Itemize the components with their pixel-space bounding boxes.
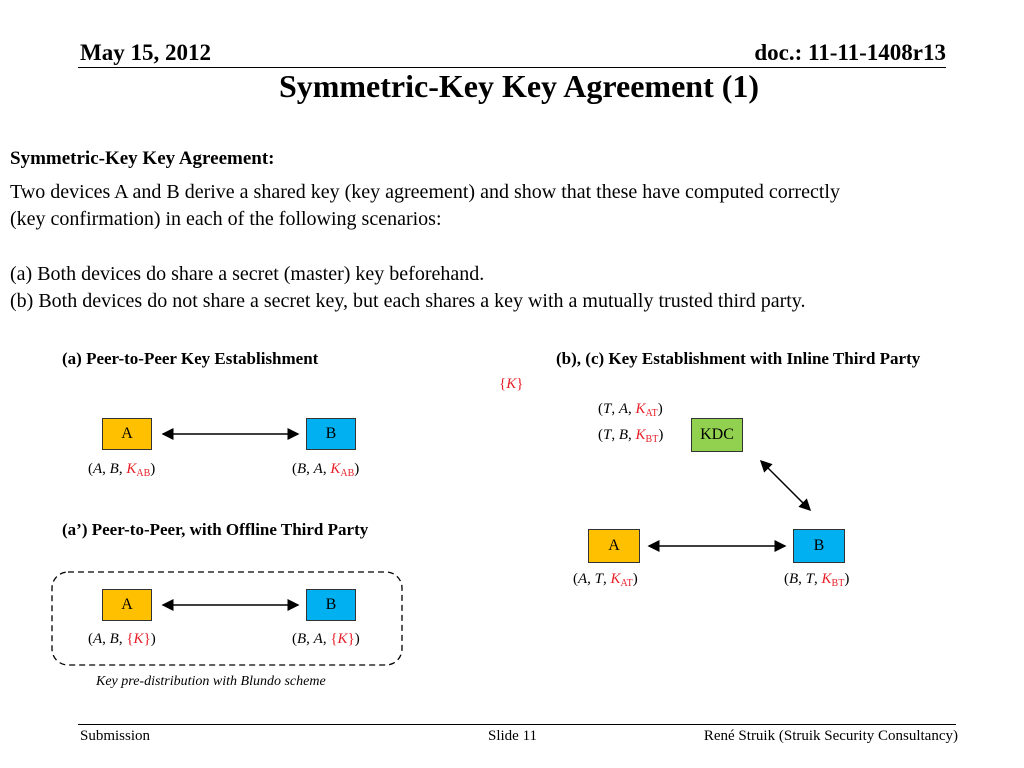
label-text: T — [603, 427, 612, 443]
label-text: , — [102, 631, 110, 647]
diagram-a2-title: (a’) Peer-to-Peer, with Offline Third Party — [62, 520, 369, 539]
label-text: , — [611, 427, 619, 443]
key-text: { — [126, 631, 134, 647]
label-a-keys — [88, 461, 155, 479]
label-b3-keys — [784, 571, 849, 589]
node-a2: A — [102, 589, 152, 621]
key-text: } — [143, 631, 151, 647]
label-text: , — [814, 571, 822, 587]
label-text: T — [603, 401, 612, 417]
label-text: B — [297, 461, 307, 477]
label-text: , — [102, 461, 110, 477]
label-text: ( — [598, 427, 603, 443]
footer-slide-number: Slide 11 — [488, 728, 538, 744]
label-kdc-2 — [598, 427, 663, 445]
label-text: , — [603, 571, 611, 587]
key-text: K — [506, 376, 517, 392]
key-text: } — [347, 631, 355, 647]
label-text: A — [93, 631, 103, 647]
header-doc: doc.: 11-11-1408r13 — [754, 40, 946, 65]
label-text: , — [587, 571, 595, 587]
key-text: } — [516, 376, 524, 392]
label-text: A — [618, 401, 629, 417]
label-text: ( — [292, 461, 297, 477]
body-item-a: (a) Both devices do share a secret (master) key beforehand. — [10, 263, 485, 285]
node-kdc: KDC — [691, 418, 743, 452]
label-text: B — [618, 427, 629, 443]
node-a: A — [102, 418, 152, 450]
label-text: ( — [573, 571, 578, 587]
diagram-a-title: (a) Peer-to-Peer Key Establishment — [62, 349, 319, 368]
key-text: { — [499, 376, 507, 392]
key-text: { — [330, 631, 338, 647]
label-kdc-1 — [598, 401, 663, 419]
label-text: B — [109, 461, 119, 477]
label-text: , — [118, 631, 127, 647]
key-text: AB — [136, 468, 151, 479]
label-text: ( — [88, 461, 93, 477]
label-text: ) — [150, 461, 156, 477]
header-date: May 15, 2012 — [80, 40, 211, 65]
key-text: K — [126, 461, 137, 477]
key-text: K — [133, 631, 144, 647]
label-a2-keys — [88, 631, 156, 648]
label-text: A — [93, 461, 103, 477]
label-text: A — [313, 631, 323, 647]
key-text: K — [821, 571, 832, 587]
label-text: A — [578, 571, 588, 587]
key-text: K — [330, 461, 341, 477]
key-text: BT — [831, 578, 845, 589]
node-b2: B — [306, 589, 356, 621]
blundo-caption: Key pre-distribution with Blundo scheme — [96, 674, 326, 689]
footer-author: René Struik (Struik Security Consultancy) — [703, 728, 958, 744]
label-text: ( — [784, 571, 789, 587]
key-text: K — [337, 631, 348, 647]
label-text: ) — [354, 631, 360, 647]
label-text: , — [118, 461, 127, 477]
footer-rule — [78, 724, 956, 725]
body-line1: Two devices A and B derive a shared key (key agreement) and show that these have computed correctly — [10, 181, 840, 203]
slide-title: Symmetric-Key Key Agreement (1) — [278, 68, 760, 104]
body-heading: Symmetric-Key Key Agreement: — [10, 148, 275, 169]
body-item-b: (b) Both devices do not share a secret key, but each shares a key with a mutually trusted third party. — [10, 290, 806, 312]
label-text: ) — [150, 631, 156, 647]
label-b-keys — [292, 461, 359, 479]
label-text: A — [313, 461, 323, 477]
node-b3: B — [793, 529, 845, 563]
label-text: , — [306, 631, 314, 647]
label-text: ) — [354, 461, 360, 477]
label-b2-keys — [292, 631, 360, 648]
label-text: ) — [844, 571, 850, 587]
label-text: ( — [88, 631, 93, 647]
label-text: T — [594, 571, 604, 587]
label-text: , — [798, 571, 806, 587]
label-text: , — [322, 461, 331, 477]
label-text: T — [805, 571, 815, 587]
arrow-kdc-b — [761, 461, 810, 510]
label-text: B — [109, 631, 119, 647]
diagram-bc-title: (b), (c) Key Establishment with Inline Third Party — [556, 349, 921, 368]
body-line2: (key confirmation) in each of the following scenarios: — [10, 208, 442, 230]
label-text: ( — [292, 631, 297, 647]
label-text: ) — [658, 427, 664, 443]
label-text: B — [297, 631, 307, 647]
label-text: , — [628, 401, 636, 417]
key-text: AB — [340, 468, 355, 479]
label-text: , — [306, 461, 314, 477]
label-text: B — [789, 571, 799, 587]
label-text: ) — [657, 401, 663, 417]
key-text: BT — [645, 434, 659, 445]
label-text: ( — [598, 401, 603, 417]
label-text: , — [322, 631, 331, 647]
label-text: , — [628, 427, 636, 443]
node-b: B — [306, 418, 356, 450]
key-text: K — [635, 401, 646, 417]
key-text: K — [635, 427, 646, 443]
footer-left: Submission — [80, 728, 151, 744]
label-text: , — [611, 401, 619, 417]
key-text: K — [610, 571, 621, 587]
label-text: ) — [632, 571, 638, 587]
key-text: AT — [645, 408, 658, 419]
key-text: AT — [620, 578, 633, 589]
node-a3: A — [588, 529, 640, 563]
label-a3-keys — [573, 571, 638, 589]
label-k — [499, 376, 523, 393]
